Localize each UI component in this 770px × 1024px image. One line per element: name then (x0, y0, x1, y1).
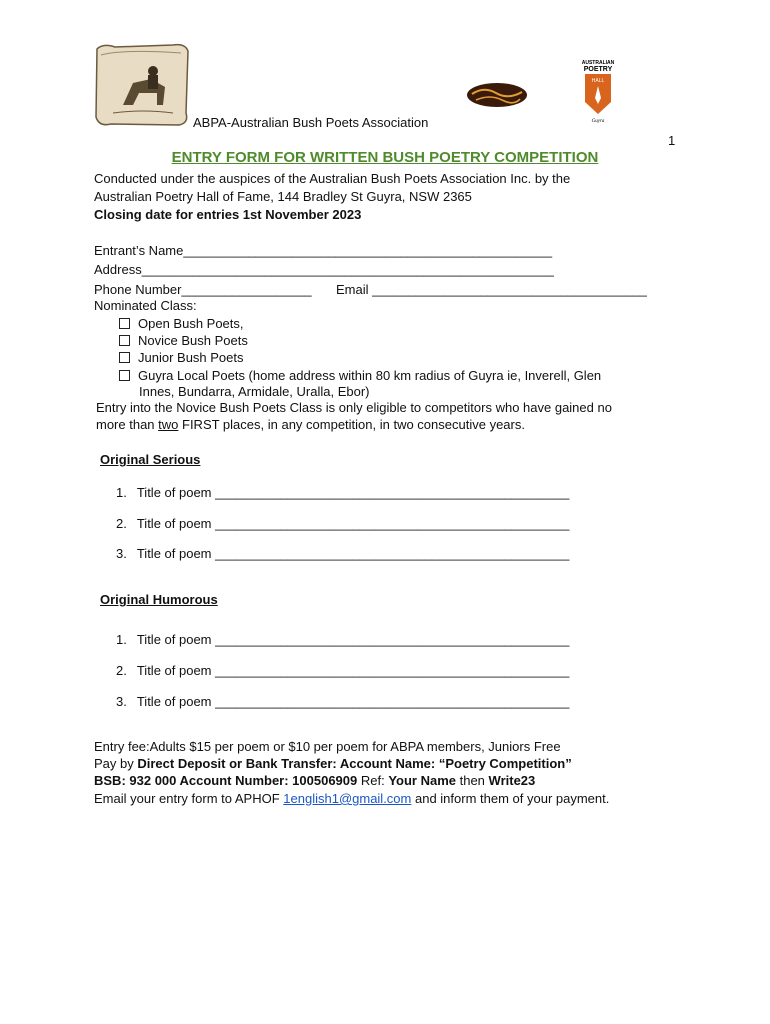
ref-code: Write23 (488, 773, 536, 788)
poem-number: 3. (116, 546, 127, 561)
entry-fee: Entry fee:Adults $15 per poem or $10 per poem for ABPA members, Juniors Free (94, 739, 561, 754)
phone-field[interactable]: Phone Number__________________ (94, 282, 312, 297)
serious-poem-3[interactable] (116, 545, 569, 562)
entrant-name-field[interactable]: Entrant’s Name___________________________________________________ (94, 243, 553, 258)
australian-poetry-hall-logo (577, 58, 619, 124)
hall-of-fame-script-logo (466, 82, 528, 108)
logo-text-hall: HALL (591, 78, 605, 84)
pay-by-method: Direct Deposit or Bank Transfer: Account Name: “Poetry Competition” (137, 756, 572, 771)
bank-details-line (94, 772, 535, 789)
email-pre: Email your entry form to APHOF (94, 791, 284, 806)
poem-number: 2. (116, 516, 127, 531)
poem-title-line[interactable]: Title of poem _________________________________________________ (136, 663, 570, 678)
poem-number: 3. (116, 694, 127, 709)
humorous-poem-3[interactable] (116, 693, 569, 710)
poem-title-line[interactable]: Title of poem _________________________________________________ (136, 546, 570, 561)
email-instruction-line (94, 790, 609, 807)
intro-line-2: Australian Poetry Hall of Fame, 144 Bradley St Guyra, NSW 2365 (94, 189, 472, 204)
eligibility-line-1: Entry into the Novice Bush Poets Class is only eligible to competitors who have gained no (96, 400, 612, 415)
ref-then: then (456, 773, 489, 788)
eligibility-two: two (158, 417, 179, 432)
humorous-poem-2[interactable] (116, 662, 569, 679)
poem-title-line[interactable]: Title of poem _________________________________________________ (136, 694, 570, 709)
class-label-open: Open Bush Poets, (138, 316, 244, 331)
class-option-junior[interactable] (119, 349, 244, 366)
eligibility-pre: more than (96, 417, 159, 432)
pay-by-line (94, 755, 572, 772)
class-label-novice: Novice Bush Poets (138, 333, 248, 348)
logo-text-poetry: POETRY (583, 66, 613, 73)
address-field[interactable]: Address_________________________________________________________ (94, 262, 554, 277)
serious-poem-1[interactable] (116, 484, 569, 501)
section-heading-humorous: Original Humorous (100, 592, 218, 607)
humorous-poem-1[interactable] (116, 631, 569, 648)
closing-date: Closing date for entries 1st November 2023 (94, 207, 362, 222)
checkbox-novice[interactable] (119, 335, 130, 346)
abpa-logo (93, 43, 191, 127)
eligibility-post: FIRST places, in any competition, in two consecutive years. (178, 417, 525, 432)
class-option-guyra[interactable] (119, 367, 601, 384)
section-heading-serious: Original Serious (100, 452, 201, 467)
poem-number: 1. (116, 485, 127, 500)
page-number: 1 (668, 133, 676, 148)
checkbox-guyra[interactable] (119, 370, 130, 381)
pay-by-pre: Pay by (94, 756, 138, 771)
ref-name: Your Name (388, 773, 456, 788)
nominated-class-label: Nominated Class: (94, 298, 197, 313)
class-label-guyra-cont: Innes, Bundarra, Armidale, Uralla, Ebor) (139, 384, 370, 399)
serious-poem-2[interactable] (116, 515, 569, 532)
email-field[interactable]: Email ______________________________________ (336, 282, 647, 297)
class-option-novice[interactable] (119, 332, 248, 349)
form-title: ENTRY FORM FOR WRITTEN BUSH POETRY COMPETITION (171, 149, 599, 166)
poem-title-line[interactable]: Title of poem _________________________________________________ (136, 632, 570, 647)
poem-number: 2. (116, 663, 127, 678)
email-link[interactable]: 1english1@gmail.com (283, 791, 412, 806)
intro-line-1: Conducted under the auspices of the Australian Bush Poets Association Inc. by the (94, 171, 571, 186)
logo-text-guyra: Guyra (591, 119, 605, 124)
eligibility-line-2 (96, 416, 525, 433)
logo-text-australian: AUSTRALIAN (581, 60, 615, 66)
class-label-junior: Junior Bush Poets (138, 350, 244, 365)
poem-number: 1. (116, 632, 127, 647)
email-post: and inform them of your payment. (411, 791, 610, 806)
association-name: ABPA-Australian Bush Poets Association (193, 115, 429, 130)
class-label-guyra: Guyra Local Poets (home address within 80 km radius of Guyra ie, Inverell, Glen (138, 368, 602, 383)
poem-title-line[interactable]: Title of poem _________________________________________________ (136, 516, 570, 531)
bsb-account: BSB: 932 000 Account Number: 100506909 (94, 773, 358, 788)
class-option-open[interactable] (119, 315, 244, 332)
checkbox-open[interactable] (119, 318, 130, 329)
ref-label: Ref: (357, 773, 389, 788)
checkbox-junior[interactable] (119, 352, 130, 363)
poem-title-line[interactable]: Title of poem _________________________________________________ (136, 485, 570, 500)
